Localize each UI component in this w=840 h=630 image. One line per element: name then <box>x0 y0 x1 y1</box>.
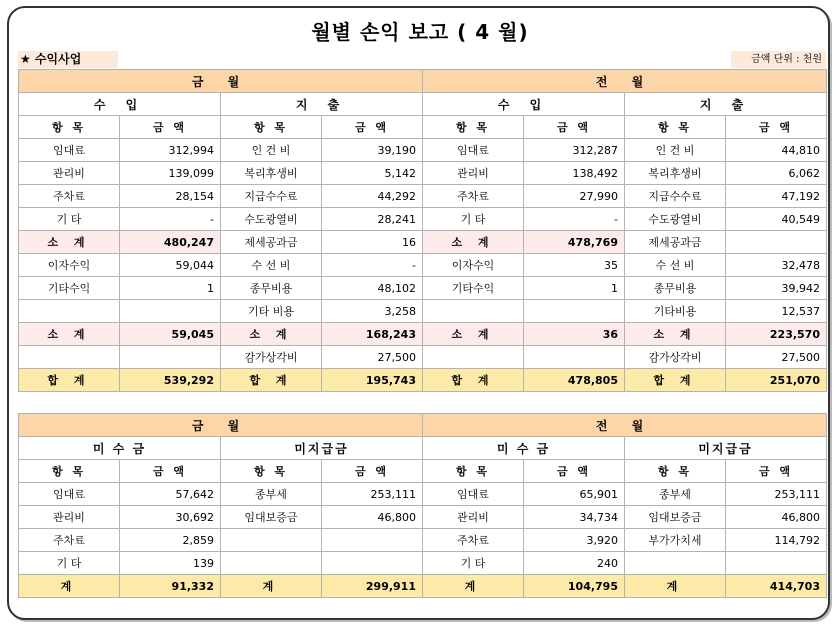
amount-cell: 35 <box>524 254 625 277</box>
amount-cell: 139,099 <box>120 162 221 185</box>
amount-cell <box>524 300 625 323</box>
item-cell: 주차료 <box>423 529 524 552</box>
receivable-header: 미 수 금 <box>423 437 625 460</box>
item-cell: 임대료 <box>19 483 120 506</box>
table-row <box>19 231 827 254</box>
receivable-payable-table <box>18 413 827 598</box>
item-cell: 제세공과금 <box>221 231 322 254</box>
amount-cell: 28,241 <box>322 208 423 231</box>
item-cell: 종무비용 <box>221 277 322 300</box>
col-amount-header: 금 액 <box>524 116 625 139</box>
item-cell: 수 선 비 <box>221 254 322 277</box>
item-cell: 종무비용 <box>625 277 726 300</box>
current-month-header: 금 월 <box>19 70 423 93</box>
subheader <box>18 51 826 69</box>
income-header: 수 입 <box>19 93 221 116</box>
item-cell: 기타 비용 <box>221 300 322 323</box>
table-row <box>19 552 827 575</box>
col-item-header: 항 목 <box>423 460 524 483</box>
table-row <box>19 323 827 346</box>
item-cell: 관리비 <box>423 506 524 529</box>
item-cell: 관리비 <box>19 506 120 529</box>
table-row <box>19 277 827 300</box>
amount-cell <box>120 300 221 323</box>
table-row <box>19 162 827 185</box>
col-item-header: 항 목 <box>625 460 726 483</box>
item-cell: 임대보증금 <box>625 506 726 529</box>
amount-cell: 59,045 <box>120 323 221 346</box>
item-cell: 기타수익 <box>423 277 524 300</box>
col-amount-header: 금 액 <box>120 116 221 139</box>
amount-cell: 114,792 <box>726 529 827 552</box>
amount-cell: 195,743 <box>322 369 423 392</box>
item-cell: 인 건 비 <box>625 139 726 162</box>
table-row <box>19 529 827 552</box>
item-cell: 소 계 <box>423 231 524 254</box>
table-row <box>19 139 827 162</box>
amount-cell: 1 <box>120 277 221 300</box>
table-row <box>19 208 827 231</box>
amount-cell: 104,795 <box>524 575 625 598</box>
previous-month-header: 전 월 <box>423 70 827 93</box>
col-item-header: 항 목 <box>625 116 726 139</box>
amount-cell: 65,901 <box>524 483 625 506</box>
col-item-header: 항 목 <box>221 460 322 483</box>
amount-cell: 312,287 <box>524 139 625 162</box>
item-cell: 임대보증금 <box>221 506 322 529</box>
amount-cell <box>120 346 221 369</box>
item-cell <box>423 346 524 369</box>
item-cell: 계 <box>19 575 120 598</box>
amount-cell: 34,734 <box>524 506 625 529</box>
amount-cell: 28,154 <box>120 185 221 208</box>
item-cell: 계 <box>423 575 524 598</box>
amount-cell: 30,692 <box>120 506 221 529</box>
amount-cell: 44,810 <box>726 139 827 162</box>
item-cell: 수 선 비 <box>625 254 726 277</box>
receivable-header: 미 수 금 <box>19 437 221 460</box>
table-row <box>19 254 827 277</box>
current-month-header: 금 월 <box>19 414 423 437</box>
amount-cell: 414,703 <box>726 575 827 598</box>
table-row <box>19 369 827 392</box>
item-cell <box>221 552 322 575</box>
item-cell: 부가가치세 <box>625 529 726 552</box>
item-cell: 복리후생비 <box>221 162 322 185</box>
table-row <box>19 185 827 208</box>
payable-header: 미지급금 <box>221 437 423 460</box>
col-amount-header: 금 액 <box>726 116 827 139</box>
col-amount-header: 금 액 <box>322 460 423 483</box>
table-row <box>19 346 827 369</box>
item-cell: 주차료 <box>423 185 524 208</box>
amount-cell: 3,920 <box>524 529 625 552</box>
amount-cell: 39,942 <box>726 277 827 300</box>
item-cell: 기 타 <box>19 208 120 231</box>
item-cell: 주차료 <box>19 529 120 552</box>
item-cell: 종부세 <box>221 483 322 506</box>
item-cell: 감가상각비 <box>221 346 322 369</box>
amount-cell: 251,070 <box>726 369 827 392</box>
col-amount-header: 금 액 <box>726 460 827 483</box>
amount-cell: 312,994 <box>120 139 221 162</box>
amount-cell <box>726 231 827 254</box>
amount-cell: 46,800 <box>322 506 423 529</box>
item-cell: 합 계 <box>221 369 322 392</box>
previous-month-header: 전 월 <box>423 414 827 437</box>
item-cell: 소 계 <box>221 323 322 346</box>
item-cell: 주차료 <box>19 185 120 208</box>
col-amount-header: 금 액 <box>322 116 423 139</box>
item-cell: 계 <box>625 575 726 598</box>
expense-header: 지 출 <box>221 93 423 116</box>
amount-cell: 253,111 <box>322 483 423 506</box>
item-cell: 기 타 <box>19 552 120 575</box>
item-cell: 계 <box>221 575 322 598</box>
item-cell: 관리비 <box>423 162 524 185</box>
amount-cell: 478,805 <box>524 369 625 392</box>
amount-cell: 5,142 <box>322 162 423 185</box>
amount-cell <box>322 529 423 552</box>
item-cell: 소 계 <box>19 323 120 346</box>
item-cell: 종부세 <box>625 483 726 506</box>
amount-cell: 478,769 <box>524 231 625 254</box>
col-item-header: 항 목 <box>423 116 524 139</box>
item-cell: 제세공과금 <box>625 231 726 254</box>
amount-cell: 57,642 <box>120 483 221 506</box>
item-cell: 수도광열비 <box>625 208 726 231</box>
unit-label: 금액 단위 : 천원 <box>731 51 826 68</box>
expense-header: 지 출 <box>625 93 827 116</box>
amount-cell: 46,800 <box>726 506 827 529</box>
item-cell: 기 타 <box>423 208 524 231</box>
table-row <box>19 300 827 323</box>
amount-cell: 16 <box>322 231 423 254</box>
amount-cell: 27,990 <box>524 185 625 208</box>
payable-header: 미지급금 <box>625 437 827 460</box>
item-cell: 기 타 <box>423 552 524 575</box>
item-cell: 감가상각비 <box>625 346 726 369</box>
amount-cell: 12,537 <box>726 300 827 323</box>
item-cell: 지급수수료 <box>625 185 726 208</box>
income-expense-table <box>18 69 827 392</box>
col-item-header: 항 목 <box>19 460 120 483</box>
col-item-header: 항 목 <box>19 116 120 139</box>
item-cell: 합 계 <box>19 369 120 392</box>
amount-cell <box>726 552 827 575</box>
amount-cell: 91,332 <box>120 575 221 598</box>
item-cell: 기타비용 <box>625 300 726 323</box>
amount-cell <box>524 346 625 369</box>
amount-cell: 138,492 <box>524 162 625 185</box>
amount-cell: 6,062 <box>726 162 827 185</box>
amount-cell: 27,500 <box>322 346 423 369</box>
amount-cell: 299,911 <box>322 575 423 598</box>
item-cell <box>625 552 726 575</box>
amount-cell: 59,044 <box>120 254 221 277</box>
table-row <box>19 483 827 506</box>
item-cell: 수도광열비 <box>221 208 322 231</box>
amount-cell: - <box>120 208 221 231</box>
item-cell: 임대료 <box>423 483 524 506</box>
item-cell: 복리후생비 <box>625 162 726 185</box>
amount-cell: 40,549 <box>726 208 827 231</box>
amount-cell: 44,292 <box>322 185 423 208</box>
item-cell <box>221 529 322 552</box>
amount-cell: 48,102 <box>322 277 423 300</box>
amount-cell: - <box>524 208 625 231</box>
item-cell: 지급수수료 <box>221 185 322 208</box>
col-amount-header: 금 액 <box>524 460 625 483</box>
item-cell: 이자수익 <box>423 254 524 277</box>
item-cell: 합 계 <box>625 369 726 392</box>
amount-cell: 36 <box>524 323 625 346</box>
item-cell: 기타수익 <box>19 277 120 300</box>
amount-cell: 168,243 <box>322 323 423 346</box>
table-row <box>19 506 827 529</box>
item-cell: 임대료 <box>423 139 524 162</box>
amount-cell: 139 <box>120 552 221 575</box>
table-row <box>19 575 827 598</box>
amount-cell: 1 <box>524 277 625 300</box>
amount-cell: 480,247 <box>120 231 221 254</box>
amount-cell: 32,478 <box>726 254 827 277</box>
income-header: 수 입 <box>423 93 625 116</box>
item-cell: 합 계 <box>423 369 524 392</box>
item-cell: 임대료 <box>19 139 120 162</box>
amount-cell <box>322 552 423 575</box>
col-item-header: 항 목 <box>221 116 322 139</box>
amount-cell: - <box>322 254 423 277</box>
amount-cell: 223,570 <box>726 323 827 346</box>
item-cell <box>19 346 120 369</box>
amount-cell: 47,192 <box>726 185 827 208</box>
item-cell: 소 계 <box>423 323 524 346</box>
amount-cell: 39,190 <box>322 139 423 162</box>
item-cell <box>423 300 524 323</box>
amount-cell: 240 <box>524 552 625 575</box>
item-cell: 이자수익 <box>19 254 120 277</box>
item-cell: 소 계 <box>625 323 726 346</box>
col-amount-header: 금 액 <box>120 460 221 483</box>
report-title: 월별 손익 보고 ( 4 월) <box>311 20 529 44</box>
amount-cell: 27,500 <box>726 346 827 369</box>
amount-cell: 539,292 <box>120 369 221 392</box>
item-cell: 소 계 <box>19 231 120 254</box>
amount-cell: 253,111 <box>726 483 827 506</box>
section-label: ★ 수익사업 <box>18 51 118 68</box>
item-cell: 관리비 <box>19 162 120 185</box>
item-cell <box>19 300 120 323</box>
amount-cell: 2,859 <box>120 529 221 552</box>
amount-cell: 3,258 <box>322 300 423 323</box>
item-cell: 인 건 비 <box>221 139 322 162</box>
